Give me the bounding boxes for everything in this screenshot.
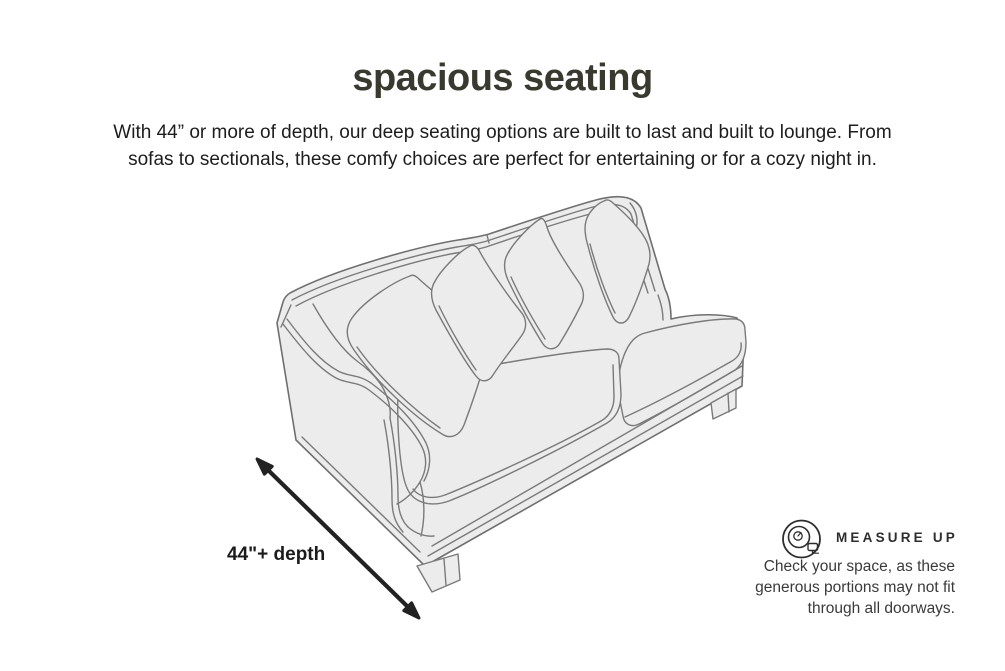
measure-up-heading: MEASURE UP — [835, 530, 958, 545]
sofa-drawing — [277, 197, 746, 592]
intro-description: With 44” or more of depth, our deep seating options are built to last and built to lounge. From sofas to sectionals, these comfy choices are perfect for entertaining or for a cozy night in. — [113, 122, 892, 170]
measure-up-note: Check your space, as these generous portions may not fit through all doorways. — [755, 558, 955, 617]
page-title: spacious seating — [352, 57, 653, 99]
depth-dimension-label: 44"+ depth — [227, 544, 326, 565]
tape-measure-icon — [783, 521, 820, 558]
